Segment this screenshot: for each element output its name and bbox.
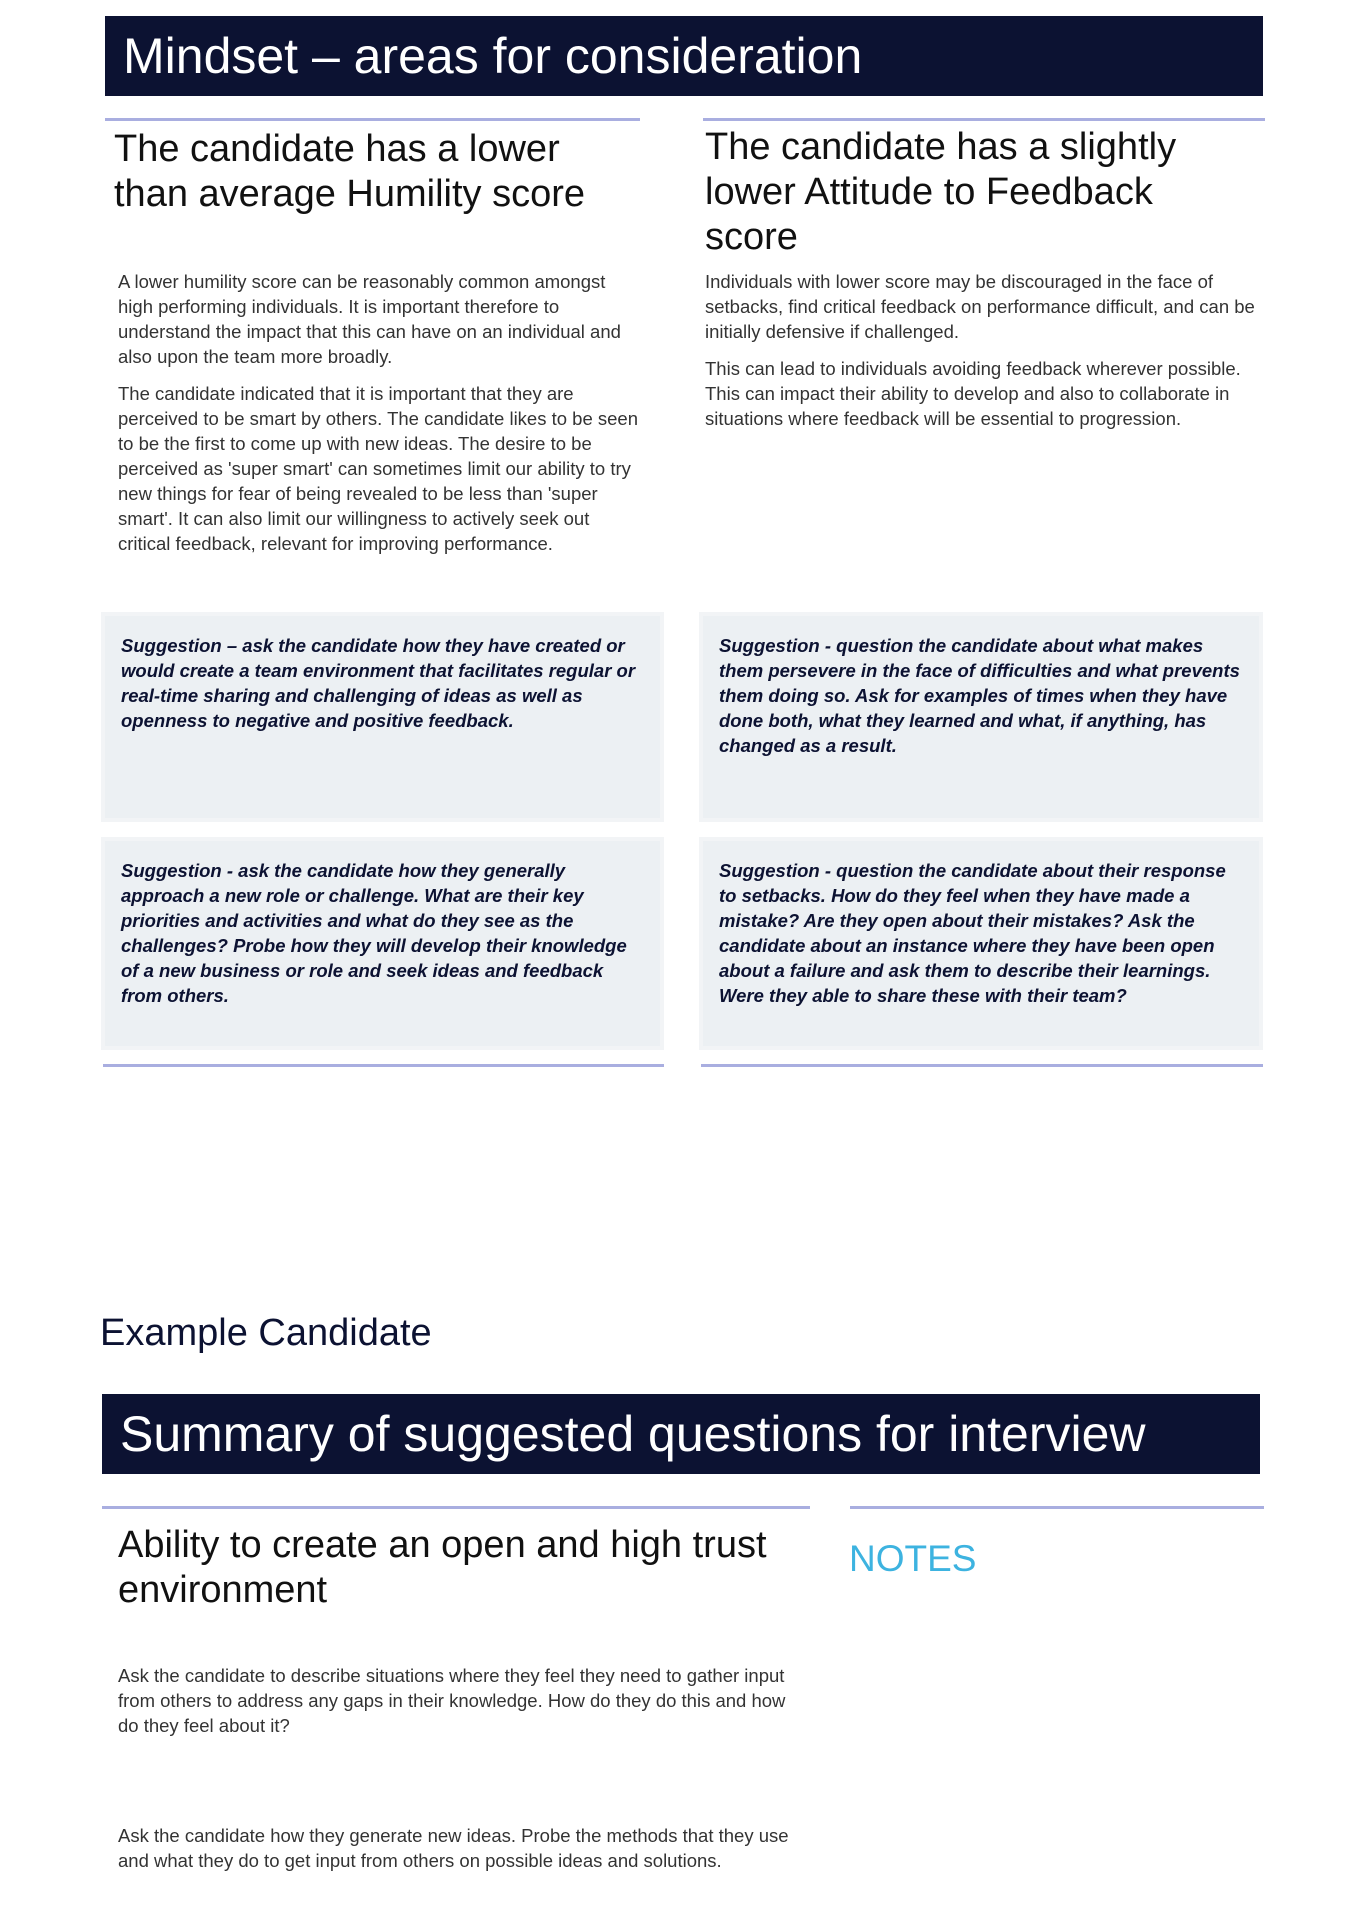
humility-paragraph: A lower humility score can be reasonably common amongst high performing individuals. It is important therefore to understand the impact that this can have on an individual and also upon the team more broadly. xyxy=(118,271,621,367)
suggestion-box xyxy=(101,837,664,1050)
question-text: Ask the candidate how they generate new ideas. Probe the methods that they use and what they do to get input from others on possible ideas and solutions. xyxy=(118,1825,789,1871)
suggestion-text: Suggestion - question the candidate about what makes them persevere in the face of difficulties and what prevents them doing so. Ask for examples of times when they have done both, what they learned and what, if anything, has changed as a result. xyxy=(719,635,1240,756)
right-bottom-rule xyxy=(701,1064,1263,1067)
summary-left-rule xyxy=(102,1506,810,1509)
suggestion-text: Suggestion – ask the candidate how they have created or would create a team environment that facilitates regular or real-time sharing and challenging of ideas as well as openness to negative and positive feedback. xyxy=(121,635,636,731)
right-top-rule xyxy=(703,118,1265,121)
left-top-rule xyxy=(105,118,640,121)
feedback-heading: The candidate has a slightly lower Attitude to Feedback score xyxy=(705,126,1177,258)
humility-heading: The candidate has a lower than average Humility score xyxy=(114,128,585,215)
feedback-paragraph: Individuals with lower score may be discouraged in the face of setbacks, find critical feedback on performance difficult, and can be initially defensive if challenged. xyxy=(705,271,1255,342)
suggestion-text: Suggestion - question the candidate about their response to setbacks. How do they feel when they have made a mistake? Are they open about their mistakes? Ask the candidate about an instance where they have been open about a failure and ask them to describe their learnings. Were they able to share these with their team? xyxy=(719,860,1226,1006)
suggestion-box xyxy=(699,612,1263,822)
humility-body xyxy=(118,269,643,568)
section-title-mindset: Mindset – areas for consideration xyxy=(105,16,1263,96)
left-bottom-rule xyxy=(103,1064,664,1067)
suggestion-box xyxy=(699,837,1263,1050)
section-title-summary: Summary of suggested questions for interview xyxy=(102,1394,1260,1474)
notes-rule xyxy=(850,1506,1264,1509)
summary-heading: Ability to create an open and high trust environment xyxy=(118,1524,767,1611)
candidate-name: Example Candidate xyxy=(100,1312,432,1354)
suggestion-box xyxy=(101,612,664,822)
question-text: Ask the candidate to describe situations where they feel they need to gather input from others to address any gaps in their knowledge. How do they do this and how do they feel about it? xyxy=(118,1665,786,1736)
notes-label: NOTES xyxy=(849,1538,977,1579)
humility-paragraph: The candidate indicated that it is important that they are perceived to be smart by others. The candidate likes to be seen to be the first to come up with new ideas. The desire to be perceived as 'super smart' can sometimes limit our ability to try new things for fear of being revealed to be less than 'super smart'. It can also limit our willingness to actively seek out critical feedback, relevant for improving performance. xyxy=(118,383,639,554)
suggestion-text: Suggestion - ask the candidate how they generally approach a new role or challenge. What are their key priorities and activities and what do they see as the challenges? Probe how they will develop their knowledge of a new business or role and seek ideas and feedback from others. xyxy=(121,860,627,1006)
feedback-paragraph: This can lead to individuals avoiding feedback wherever possible. This can impact their ability to develop and also to collaborate in situations where feedback will be essential to progression. xyxy=(705,358,1241,429)
feedback-body xyxy=(705,269,1255,443)
